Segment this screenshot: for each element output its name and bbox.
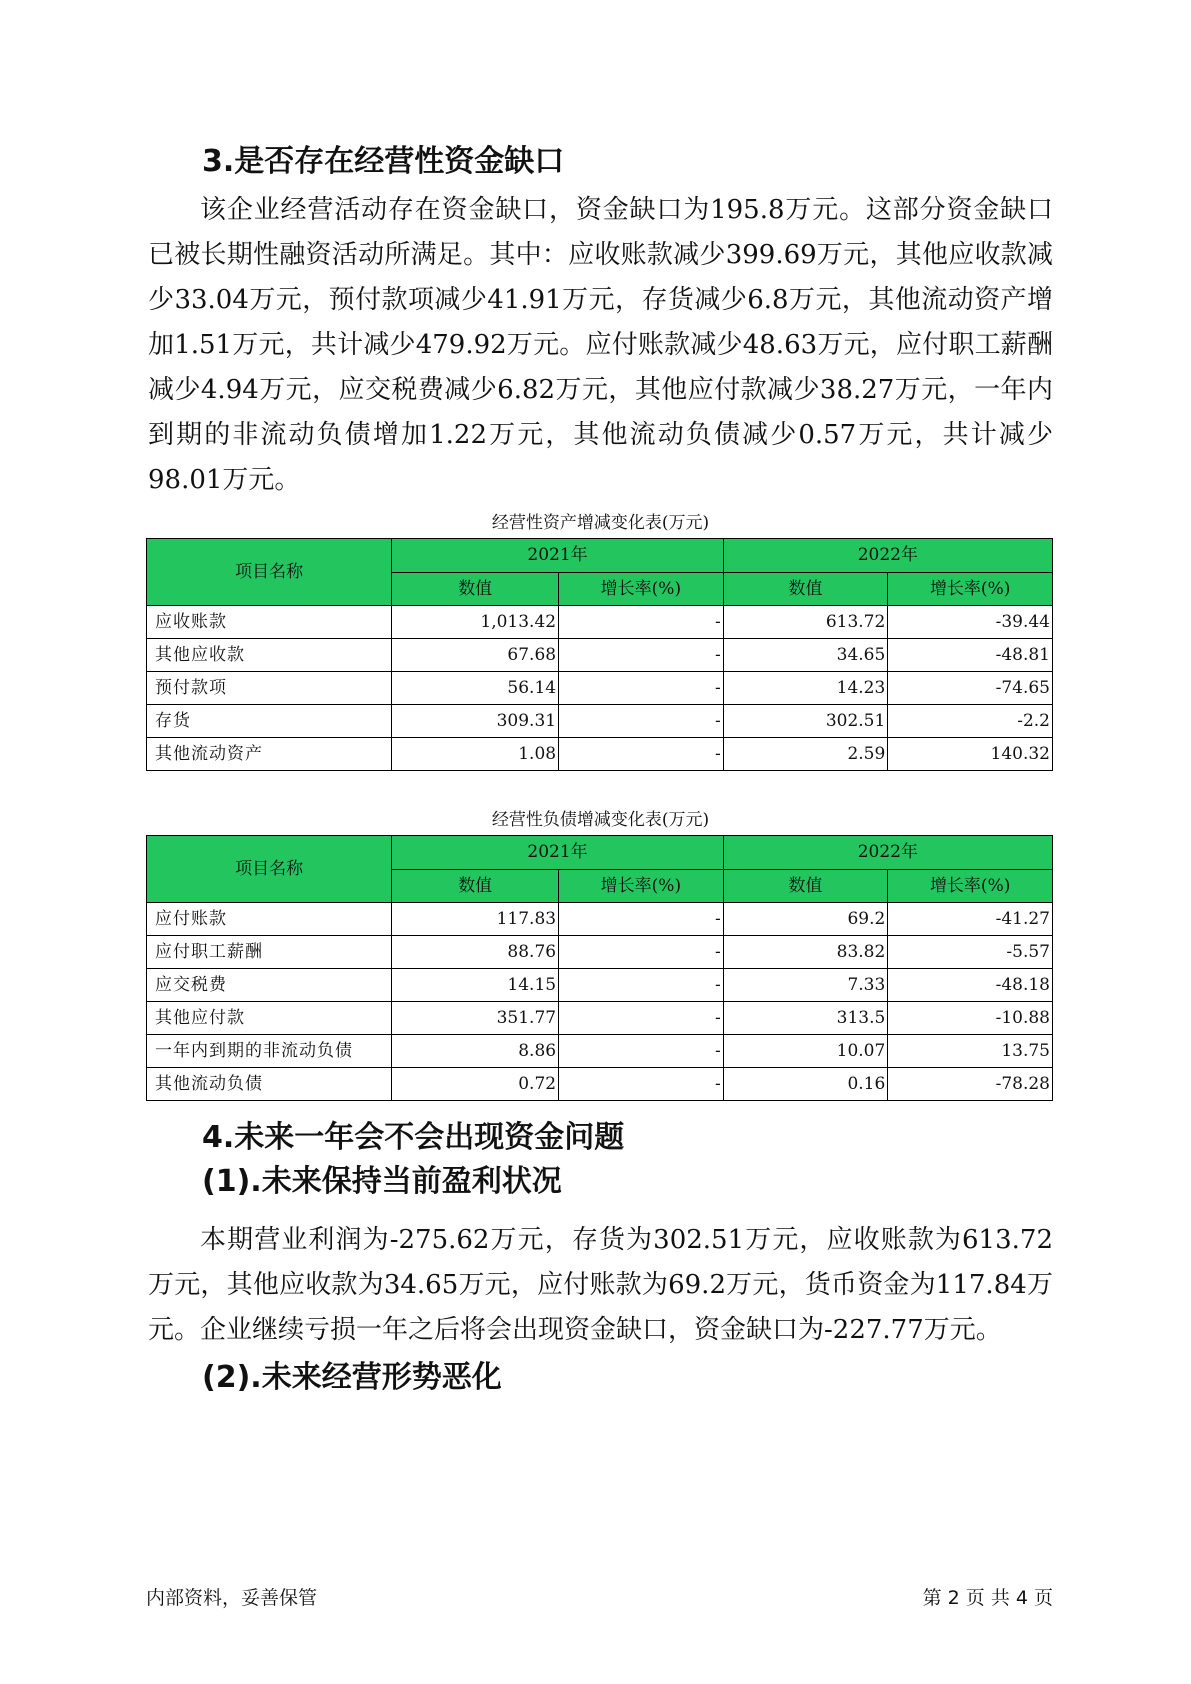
table-row xyxy=(147,738,1053,771)
value-2021-cell: 1.08 xyxy=(392,738,559,771)
item-name-cell: 其他应付款 xyxy=(147,1002,392,1035)
growth-2021-cell: - xyxy=(559,1035,724,1068)
section-3-heading: 3.是否存在经营性资金缺口 xyxy=(202,144,565,179)
year-2021-header: 2021年 xyxy=(392,539,723,573)
item-name-cell: 应付职工薪酬 xyxy=(147,936,392,969)
section-4-1-paragraph: 本期营业利润为-275.62万元，存货为302.51万元，应收账款为613.72万元，其他应收款为34.65万元，应付账款为69.2万元，货币资金为117.84万元。企业继续亏损一年之后将会出现资金缺口，资金缺口为-227.77万元。 xyxy=(148,1225,1053,1345)
growth-2021-cell: - xyxy=(559,903,724,936)
table-row xyxy=(147,705,1053,738)
growth-2021-cell: - xyxy=(559,1068,724,1101)
value-2022-cell: 7.33 xyxy=(723,969,888,1002)
value-2022-cell: 613.72 xyxy=(723,606,888,639)
value-header: 数值 xyxy=(392,573,559,606)
footer-page-number: 第 2 页 共 4 页 xyxy=(922,1587,1053,1609)
item-name-cell: 其他流动资产 xyxy=(147,738,392,771)
table-row xyxy=(147,936,1053,969)
value-2021-cell: 67.68 xyxy=(392,639,559,672)
value-header: 数值 xyxy=(392,870,559,903)
item-name-cell: 应付账款 xyxy=(147,903,392,936)
growth-2022-cell: -48.18 xyxy=(888,969,1053,1002)
growth-2022-cell: -2.2 xyxy=(888,705,1053,738)
table-row xyxy=(147,969,1053,1002)
item-name-cell: 应交税费 xyxy=(147,969,392,1002)
value-2022-cell: 10.07 xyxy=(723,1035,888,1068)
value-2022-cell: 313.5 xyxy=(723,1002,888,1035)
growth-2022-cell: -78.28 xyxy=(888,1068,1053,1101)
item-name-header: 项目名称 xyxy=(147,836,392,903)
growth-2022-cell: -10.88 xyxy=(888,1002,1053,1035)
item-name-cell: 其他流动负债 xyxy=(147,1068,392,1101)
section-4-heading: 4.未来一年会不会出现资金问题 xyxy=(202,1120,625,1155)
value-2022-cell: 34.65 xyxy=(723,639,888,672)
item-name-header: 项目名称 xyxy=(147,539,392,606)
value-2021-cell: 88.76 xyxy=(392,936,559,969)
item-name-cell: 预付款项 xyxy=(147,672,392,705)
growth-2021-cell: - xyxy=(559,672,724,705)
item-name-cell: 一年内到期的非流动负债 xyxy=(147,1035,392,1068)
value-header: 数值 xyxy=(723,870,888,903)
table-row xyxy=(147,639,1053,672)
year-2022-header: 2022年 xyxy=(723,836,1052,870)
growth-2022-cell: 13.75 xyxy=(888,1035,1053,1068)
value-2021-cell: 56.14 xyxy=(392,672,559,705)
growth-2021-cell: - xyxy=(559,969,724,1002)
item-name-cell: 存货 xyxy=(147,705,392,738)
value-2022-cell: 69.2 xyxy=(723,903,888,936)
value-2022-cell: 14.23 xyxy=(723,672,888,705)
liability-table-caption: 经营性负债增减变化表(万元) xyxy=(491,810,710,830)
table-row xyxy=(147,1035,1053,1068)
value-2021-cell: 117.83 xyxy=(392,903,559,936)
growth-2021-cell: - xyxy=(559,1002,724,1035)
item-name-cell: 应收账款 xyxy=(147,606,392,639)
item-name-cell: 其他应收款 xyxy=(147,639,392,672)
growth-header: 增长率(%) xyxy=(559,870,724,903)
value-header: 数值 xyxy=(723,573,888,606)
growth-2021-cell: - xyxy=(559,738,724,771)
table-header-row xyxy=(147,836,1053,870)
section-3-paragraph: 该企业经营活动存在资金缺口，资金缺口为195.8万元。这部分资金缺口已被长期性融资活动所满足。其中：应收账款减少399.69万元，其他应收款减少33.04万元，预付款项减少41.91万元，存货减少6.8万元，其他流动资产增加1.51万元，共计减少479.92万元。应付账款减少48.63万元，应付职工薪酬减少4.94万元，应交税费减少6.82万元，其他应付款减少38.27万元，一年内到期的非流动负债增加1.22万元，其他流动负债减少0.57万元，共计减少98.01万元。 xyxy=(148,195,1053,495)
liability-change-table xyxy=(146,835,1053,1101)
year-2021-header: 2021年 xyxy=(392,836,723,870)
growth-2022-cell: 140.32 xyxy=(888,738,1053,771)
table-row xyxy=(147,1068,1053,1101)
table-row xyxy=(147,672,1053,705)
year-2022-header: 2022年 xyxy=(723,539,1052,573)
growth-2021-cell: - xyxy=(559,639,724,672)
table-row xyxy=(147,1002,1053,1035)
value-2021-cell: 14.15 xyxy=(392,969,559,1002)
growth-2021-cell: - xyxy=(559,606,724,639)
growth-2022-cell: -39.44 xyxy=(888,606,1053,639)
growth-2022-cell: -41.27 xyxy=(888,903,1053,936)
table-row xyxy=(147,606,1053,639)
value-2022-cell: 302.51 xyxy=(723,705,888,738)
value-2021-cell: 0.72 xyxy=(392,1068,559,1101)
asset-change-table xyxy=(146,538,1053,771)
value-2021-cell: 8.86 xyxy=(392,1035,559,1068)
growth-2021-cell: - xyxy=(559,936,724,969)
section-4-1-heading: (1).未来保持当前盈利状况 xyxy=(202,1164,562,1199)
section-4-2-heading: (2).未来经营形势恶化 xyxy=(202,1360,502,1395)
growth-2022-cell: -48.81 xyxy=(888,639,1053,672)
value-2022-cell: 83.82 xyxy=(723,936,888,969)
value-2021-cell: 351.77 xyxy=(392,1002,559,1035)
asset-table-caption: 经营性资产增减变化表(万元) xyxy=(491,513,710,533)
table-header-row xyxy=(147,539,1053,573)
value-2021-cell: 1,013.42 xyxy=(392,606,559,639)
footer-confidential-note: 内部资料，妥善保管 xyxy=(146,1587,318,1609)
growth-2022-cell: -74.65 xyxy=(888,672,1053,705)
value-2021-cell: 309.31 xyxy=(392,705,559,738)
growth-header: 增长率(%) xyxy=(888,573,1053,606)
growth-2022-cell: -5.57 xyxy=(888,936,1053,969)
value-2022-cell: 0.16 xyxy=(723,1068,888,1101)
table-row xyxy=(147,903,1053,936)
growth-2021-cell: - xyxy=(559,705,724,738)
growth-header: 增长率(%) xyxy=(559,573,724,606)
growth-header: 增长率(%) xyxy=(888,870,1053,903)
value-2022-cell: 2.59 xyxy=(723,738,888,771)
